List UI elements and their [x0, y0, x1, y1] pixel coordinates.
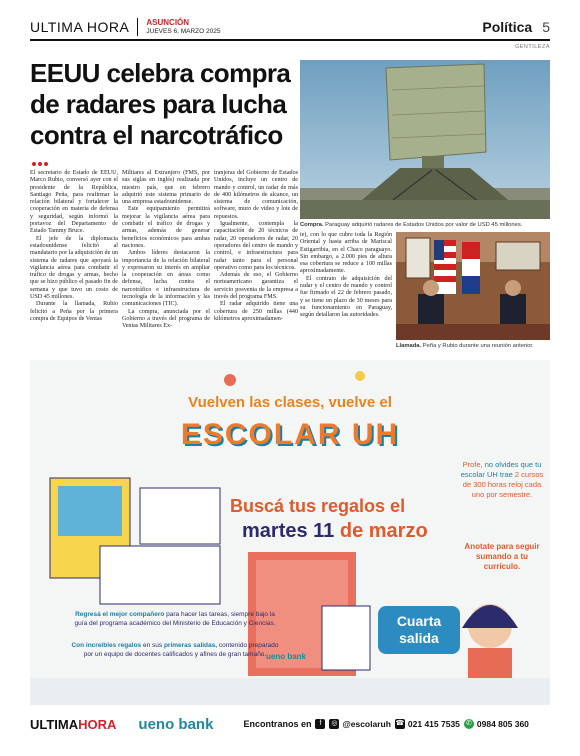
page-number: 5 [542, 19, 550, 35]
instagram-icon[interactable]: ◎ [331, 720, 338, 727]
article-headline: EEUU celebra compra de radares para lucha contra el narcotráfico [30, 58, 291, 150]
footer-whatsapp[interactable]: 0984 805 360 [476, 719, 529, 729]
paragraph: tranjeras del Gobierno de Estados Unidos, incluye un centro de mando y control, un radar de más de 400 kilómetros de alcance, un sistema de comunicación, software, muro de video y lote de repuestos. [214, 170, 298, 220]
footer-brand: ULTIMAHORA [30, 716, 117, 732]
edition-date: JUEVES 6, MARZO 2025 [146, 28, 221, 35]
photo-caption-2: Llamada. Peña y Rubio durante una reunión anterior. [396, 343, 534, 349]
paragraph: El jefe de la diplomacia estadounidense felicitó al mandatario por la adquisición de un sistema de radares que apoyará la vigilancia aérea para combatir el tráfico de drogas y armas, hecho que se hizo público el pasado fin de semana y que tuvo un costo de USD 45 millones. [30, 235, 118, 301]
article-column-3 [214, 170, 298, 323]
radar-photo [300, 60, 550, 219]
paragraph: Este equipamiento permitirá mejorar la vigilancia aérea para combatir el tráfico de drogas y armas, además de generar beneficios económicos para ambas naciones. [122, 206, 210, 249]
paragraph: La compra, anunciada por el Gobierno a través del programa de Ventas Militares Ex- [122, 308, 210, 330]
footer-bank: ueno bank [138, 715, 214, 733]
paragraph: El contrato de adquisición del radar y el centro de mando y control fue firmado el 22 de febrero pasado, y se tiene un plazo de 30 meses para su funcionamiento en Paraguay, según detallaron las autoridades. [300, 275, 392, 319]
paragraph: Además de eso, el Gobierno norteamericano garantiza el servicio posventa de la empresa a través del programa FMS. [214, 272, 298, 301]
whatsapp-icon: ✆ [464, 719, 474, 729]
phone-icon: ☎ [395, 720, 405, 727]
ad-sponsor: ueno bank [266, 652, 307, 661]
footer-find-us: Encontranos en [243, 719, 312, 729]
masthead [30, 16, 550, 38]
section-title: Política [482, 19, 533, 35]
header-divider [137, 18, 138, 36]
brand-name: ULTIMA HORA [30, 19, 130, 35]
lead-dots [32, 162, 48, 166]
paragraph: Ambos líderes destacaron la importancia de la relación bilateral y expresaron su interés en ampliar la cooperación en áreas como defensa, lucha contra el narcotráfico e infraestructura de tecnología de la información y las comunicaciones (TIC). [122, 250, 210, 308]
paragraph: Durante la llamada, Rubio felicitó a Peña por la primera compra de Equipos de Ventas [30, 301, 118, 322]
ad-teacher-note: Profe, no olvides que tu escolar UH trae 2 cursos de 300 horas reloj cada uno por semestre. [460, 460, 544, 499]
ad-promo-date: martes 11 de marzo [242, 520, 428, 542]
photo-credit: GENTILEZA [514, 44, 550, 50]
ad-copy-2: Con increíbles regalos en sus primeras salidas, contenido preparado por un equipo de docentes calificados y afines de gran tamaño. [71, 642, 279, 658]
ad-promo-line: Buscá tus regalos el [230, 496, 406, 516]
facebook-icon[interactable]: f [315, 719, 325, 729]
escolar-uh-logo: ESCOLAR UH [180, 418, 400, 451]
ad-cta: Anotate para seguir sumando a tu currículo. [464, 542, 540, 571]
ad-footer-bar [30, 712, 550, 736]
paragraph: te), con lo que cubre toda la Región Oriental y hasta arriba de Mariscal Estigarribia, en el Chaco paraguayo. Sin embargo, a 2.000 pies de altura esa cobertura se reduce a 100 millas aproximadamente. [300, 232, 392, 275]
paragraph: El secretario de Estado de EEUU, Marco Rubio, conversó ayer con el presidente de la República, Santiago Peña, para reafirmar la relación bilateral y fortalecer la cooperación en materia de defensa y seguridad, según informó la portavoz del Departamento de Estado Tammy Bruce. [30, 170, 118, 235]
article-column-2 [122, 170, 210, 331]
ad-edition-badge: Cuarta salida [378, 606, 460, 654]
edition-info [146, 18, 220, 36]
edition-city: ASUNCIÓN [146, 18, 190, 27]
escolar-uh-advertisement[interactable] [30, 360, 550, 705]
article-column-4 [300, 232, 392, 320]
paragraph: Militares al Extranjero (FMS, por sus siglas en inglés) realizada por nuestro país, que en febrero adquirió este sistema primario de una empresa estadounidense. [122, 170, 210, 206]
ad-copy-1: Regresá el mejor compañero para hacer las tareas, siempre bajo la guía del programa académico del Ministerio de Educación y Ciencias. [74, 611, 276, 627]
footer-phone[interactable]: 021 415 7535 [407, 719, 460, 729]
ad-title: Vuelven las clases, vuelve el [188, 394, 392, 411]
meeting-photo [396, 232, 550, 340]
header-rule [30, 39, 550, 41]
paragraph: El radar adquirido tiene una cobertura de 250 millas (440 kilómetros aproximadamen- [214, 301, 298, 322]
footer-social-handle[interactable]: @escolaruh [342, 719, 391, 729]
article-column-1 [30, 170, 118, 323]
paragraph: Igualmente, contempla la capacitación de 20 técnicos de radar, 20 operadores de radar, 20 operadores del centro de mando y control, e infraestructura para radar tanto para el personal operativo como para los técnicos. [214, 221, 298, 271]
photo-caption: Compra. Paraguay adquirió radares de Estados Unidos por valor de USD 45 millones. [300, 222, 523, 228]
